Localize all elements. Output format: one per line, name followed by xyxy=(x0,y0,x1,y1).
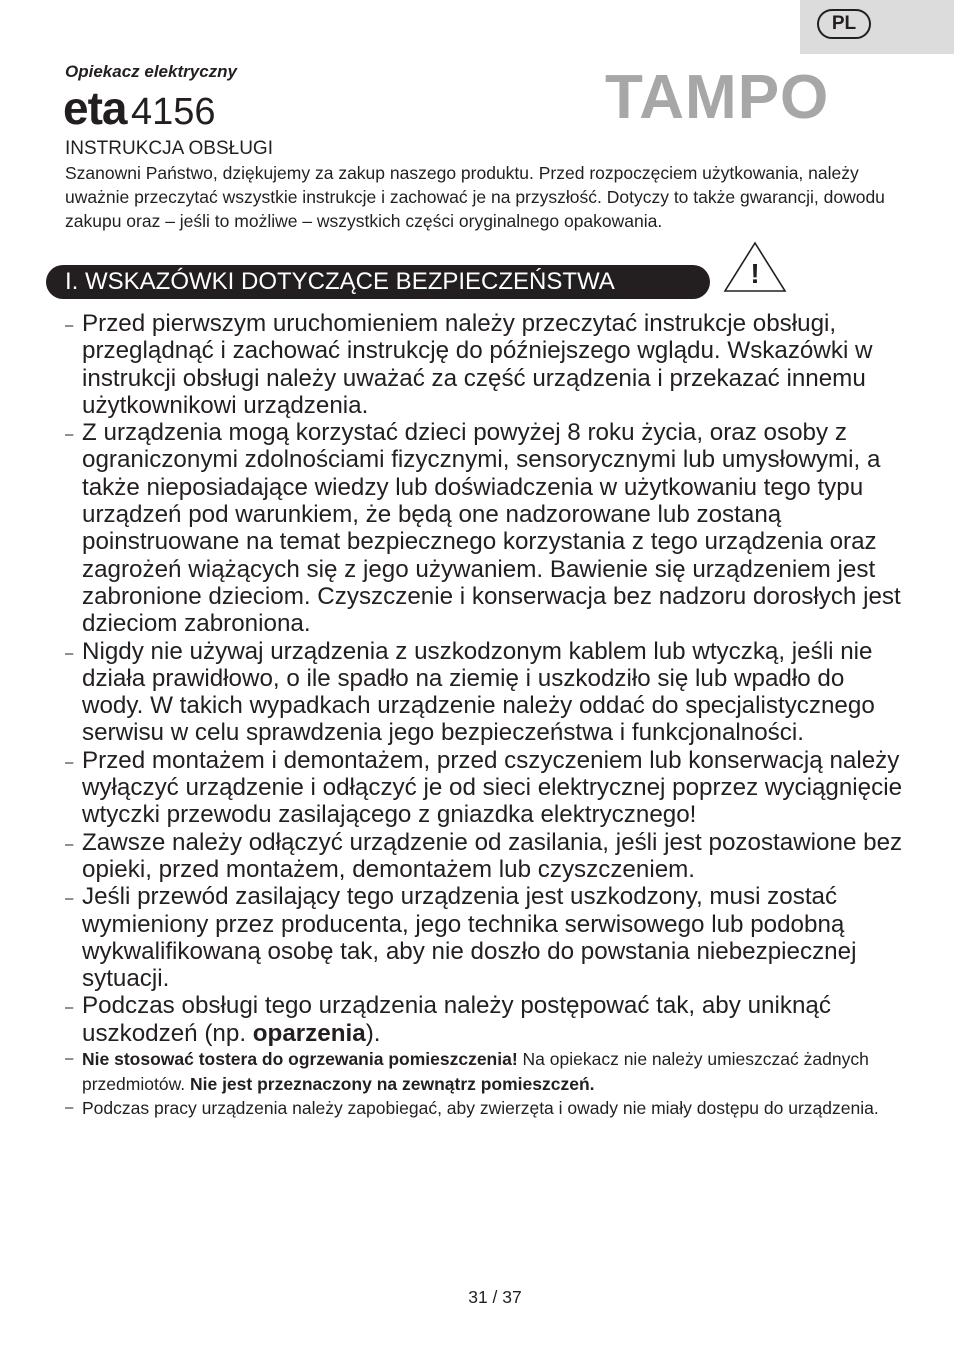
rule-text-end: ). xyxy=(365,1019,381,1047)
bullet-dash: – xyxy=(65,890,74,908)
bullet-dash: – xyxy=(65,644,74,662)
language-tab xyxy=(800,0,954,54)
bullet-dash: – xyxy=(65,1099,74,1117)
bullet-dash: – xyxy=(65,835,74,853)
bullet-dash: – xyxy=(65,753,74,771)
rule-text: Z urządzenia mogą korzystać dzieci powyżej 8 roku życia, oraz osoby z ograniczonymi zdolnościami fizycznymi, sensorycznymi lub umysłowymi, a także nieposiadające wiedzy lub doświadczenia w użytkowaniu tego typu urządzeń pod warunkiem, że będą one nadzorowane lub zostaną poinstruowane na temat bezpiecznego korzystania z tego urządzenia oraz zagrożeń wiążących się z jego używaniem. Bawienie się urządzeniem jest zabronione dzieciom. Czyszczenie i konserwacja bez nadzoru dorosłych jest dzieciom zabroniona. xyxy=(82,419,901,638)
list-item xyxy=(65,1096,905,1121)
bullet-dash: – xyxy=(65,426,74,444)
rule-emphasis: oparzenia xyxy=(252,1019,366,1047)
series-logo: TAMPO xyxy=(605,63,830,132)
rule-text: Jeśli przewód zasilający tego urządzenia jest uszkodzony, musi zostać wymieniony przez producenta, jego technika serwisowego lub podobną wykwalifikowaną osobę tak, aby nie doszło do powstania niebezpiecznej sytuacji. xyxy=(82,883,857,993)
manual-title: INSTRUKCJA OBSŁUGI xyxy=(65,138,273,159)
rule-text: Podczas obsługi tego urządzenia należy postępować tak, aby uniknąć uszkodzeń (np. xyxy=(82,992,831,1047)
intro-paragraph: Szanowni Państwo, dziękujemy za zakup naszego produktu. Przed rozpoczęciem użytkowania, należy uważnie przeczytać wszystkie instrukcje i zachować je na przyszłość. Dotyczy to także gwarancji, dowodu zakupu oraz – jeśli to możliwe – wszystkich części oryginalnego opakowania. xyxy=(65,163,885,231)
list-item xyxy=(65,419,905,637)
rule-emphasis: Nie jest przeznaczony na zewnątrz pomieszczeń. xyxy=(189,1073,595,1094)
list-item xyxy=(65,310,905,419)
safety-rules-list xyxy=(65,310,905,1121)
rule-text: Podczas pracy urządzenia należy zapobiegać, aby zwierzęta i owady nie miały dostępu do urządzenia. xyxy=(82,1098,879,1119)
section-heading: I. WSKAZÓWKI DOTYCZĄCE BEZPIECZEŃSTWA xyxy=(46,265,710,299)
model-number: 4156 xyxy=(130,91,216,133)
list-item xyxy=(65,992,905,1047)
rule-text: Na opiekacz nie należy umieszczać żadnych przedmiotów. xyxy=(82,1049,869,1094)
rule-text: Nigdy nie używaj urządzenia z uszkodzonym kablem lub wtyczką, jeśli nie działa prawidłowo, o ile spadło na ziemię i uszkodziło się lub wpadło do wody. W takich wypadkach urządzenie należy oddać do specjalistycznego serwisu w celu sprawdzenia jego bezpieczeństwa i funkcjonalności. xyxy=(82,637,875,747)
warning-triangle-icon xyxy=(723,241,787,293)
product-model xyxy=(63,82,215,146)
list-item xyxy=(65,747,905,829)
list-item xyxy=(65,1047,905,1096)
list-item xyxy=(65,638,905,747)
bullet-dash: – xyxy=(65,999,74,1017)
language-badge: PL xyxy=(817,9,871,39)
page-number: 31 / 37 xyxy=(468,1287,522,1307)
rule-text: Zawsze należy odłączyć urządzenie od zasilania, jeśli jest pozostawione bez opieki, przed montażem, demontażem lub czyszczeniem. xyxy=(82,828,903,883)
warning-glyph: ! xyxy=(750,258,760,289)
list-item xyxy=(65,883,905,992)
rule-emphasis: Nie stosować tostera do ogrzewania pomieszczenia! xyxy=(82,1049,518,1070)
list-item xyxy=(65,829,905,884)
bullet-dash: – xyxy=(65,317,74,334)
brand-logo: eta xyxy=(63,82,127,134)
rule-text: Przed montażem i demontażem, przed cszyczeniem lub konserwacją należy wyłączyć urządzenie i odłączyć je od sieci elektrycznej poprzez wyciągnięcie wtyczki przewodu zasilającego z gniazdka elektrycznego! xyxy=(82,746,903,829)
bullet-dash: – xyxy=(65,1050,74,1068)
rule-text: Przed pierwszym uruchomieniem należy przeczytać instrukcje obsługi, przeglądnąć i zachować instrukcję do późniejszego wglądu. Wskazówki w instrukcji obsługi należy uważać za część urządzenia i przekazać innemu użytkownikowi urządzenia. xyxy=(82,310,873,419)
product-subtitle: Opiekacz elektryczny xyxy=(65,62,237,81)
